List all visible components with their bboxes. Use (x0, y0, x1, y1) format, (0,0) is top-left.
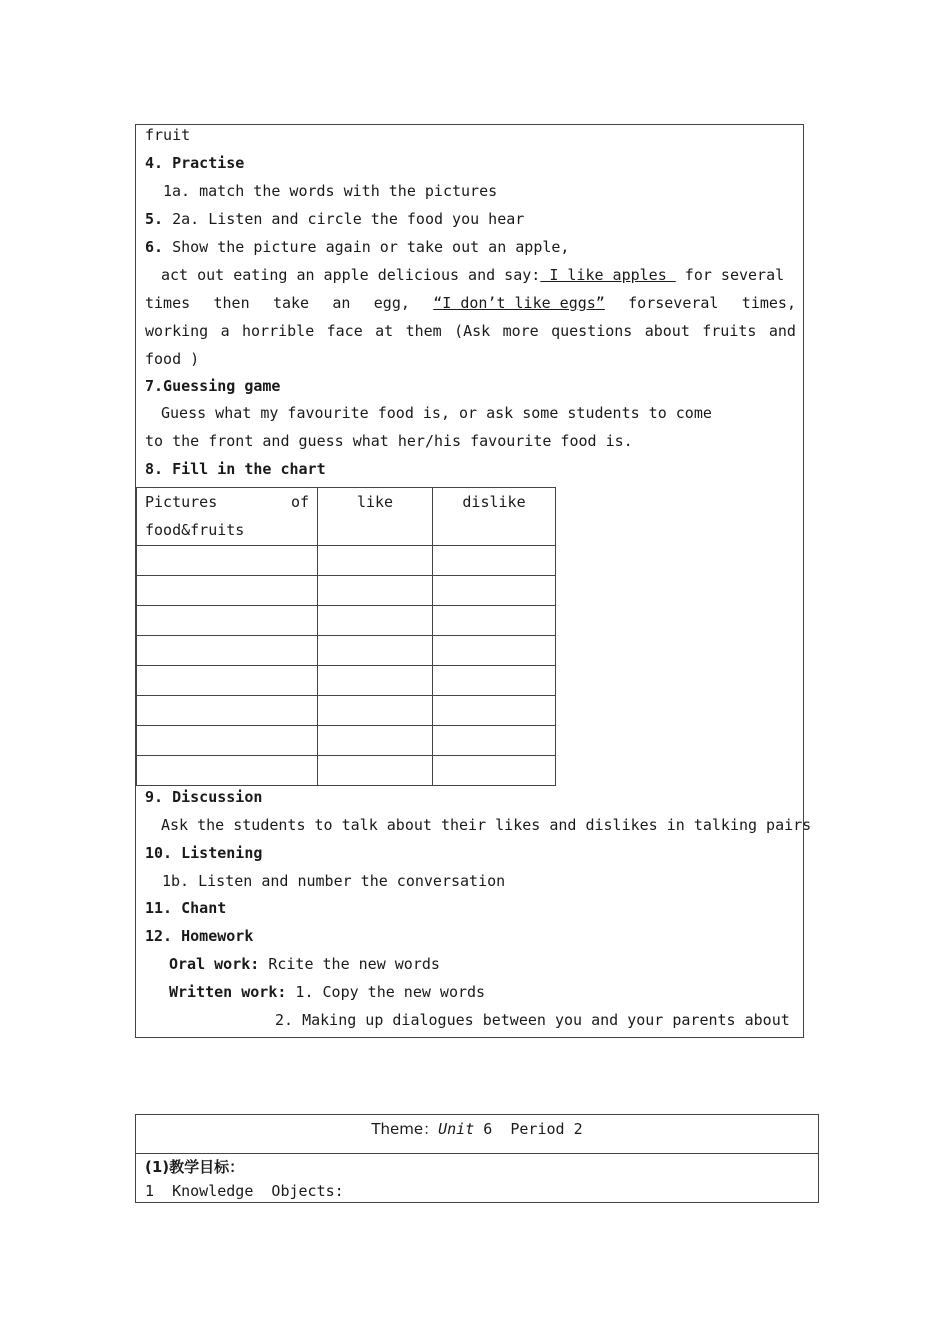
step-7-line-2: to the front and guess what her/his favourite food is. (145, 432, 633, 450)
chart-cell (318, 756, 433, 786)
chart-row (137, 666, 556, 696)
fruit-line: fruit (145, 126, 191, 144)
chart-row (137, 606, 556, 636)
step-12-title: 12. Homework (145, 927, 254, 945)
period-divider (136, 1153, 818, 1154)
step-8-title: 8. Fill in the chart (145, 460, 326, 478)
chart-cell (433, 726, 556, 756)
step-6-line-5: food ) (145, 350, 200, 368)
step-6 (145, 237, 569, 257)
chart-row (137, 726, 556, 756)
step-9-text: Ask the students to talk about their likes and dislikes in talking pairs (161, 816, 812, 834)
chart-row (137, 576, 556, 606)
step-4-item: 1a. match the words with the pictures (163, 182, 498, 200)
step-6-text: Show the picture again or take out an apple, (172, 238, 570, 256)
step-5 (145, 209, 524, 229)
chart-cell (318, 576, 433, 606)
chart-cell (318, 546, 433, 576)
chart-cell (318, 606, 433, 636)
step-7-title: 7.Guessing game (145, 377, 281, 395)
written-work-2: 2. Making up dialogues between you and your parents about (275, 1011, 790, 1029)
chart-row (137, 696, 556, 726)
chart-cell (137, 546, 318, 576)
chart-cell (433, 666, 556, 696)
i-dont-like-eggs: “I don’t like eggs” (433, 294, 605, 312)
chart-cell (433, 546, 556, 576)
i-like-apples: I like apples (540, 266, 676, 284)
chart-cell (433, 696, 556, 726)
step-6-line-3: times then take an egg, “I don’t like eggs” forseveral times, (145, 294, 796, 312)
lesson-steps-box (135, 124, 812, 1038)
period-2-box (135, 1114, 819, 1203)
chart-cell (137, 666, 318, 696)
step-7-line-1: Guess what my favourite food is, or ask some students to come (161, 404, 712, 422)
chart-cell (318, 666, 433, 696)
chart-cell (318, 696, 433, 726)
chart-cell (318, 636, 433, 666)
chart-row (137, 636, 556, 666)
chart-header-pictures: Pictures of food&fruits (137, 488, 318, 546)
chart-body (137, 546, 556, 786)
step-9-title: 9. Discussion (145, 788, 263, 806)
step-6-line-4: working a horrible face at them (Ask more questions about fruits and (145, 322, 796, 340)
step-5-number: 5. (145, 210, 164, 228)
step-10-title: 10. Listening (145, 844, 263, 862)
chart-header-dislike: dislike (433, 488, 556, 546)
written-work: Written work: 1. Copy the new words (169, 983, 486, 1001)
chart-cell (137, 636, 318, 666)
step-11-title: 11. Chant (145, 899, 227, 917)
chart-cell (137, 696, 318, 726)
step-5-text: 2a. Listen and circle the food you hear (172, 210, 525, 228)
chart-cell (318, 726, 433, 756)
food-chart (136, 487, 556, 786)
chart-cell (433, 636, 556, 666)
chart-cell (433, 576, 556, 606)
theme-heading: Theme：Unit 6 Period 2 (371, 1120, 583, 1138)
chart-cell (433, 606, 556, 636)
chart-row (137, 546, 556, 576)
chart-cell (137, 606, 318, 636)
chart-header-row (137, 488, 556, 546)
knowledge-objects: 1 Knowledge Objects: (145, 1182, 344, 1200)
oral-work: Oral work: Rcite the new words (169, 955, 440, 973)
chart-cell (433, 756, 556, 786)
chart-cell (137, 756, 318, 786)
teaching-goals: (1)教学目标： (145, 1158, 245, 1176)
step-4-title: 4. Practise (145, 154, 245, 172)
chart-header-like: like (318, 488, 433, 546)
step-6-number: 6. (145, 238, 164, 256)
chart-row (137, 756, 556, 786)
chart-cell (137, 726, 318, 756)
step-10-text: 1b. Listen and number the conversation (162, 872, 506, 890)
step-6-line-2: act out eating an apple delicious and say: I like apples for several (161, 266, 785, 284)
chart-cell (137, 576, 318, 606)
